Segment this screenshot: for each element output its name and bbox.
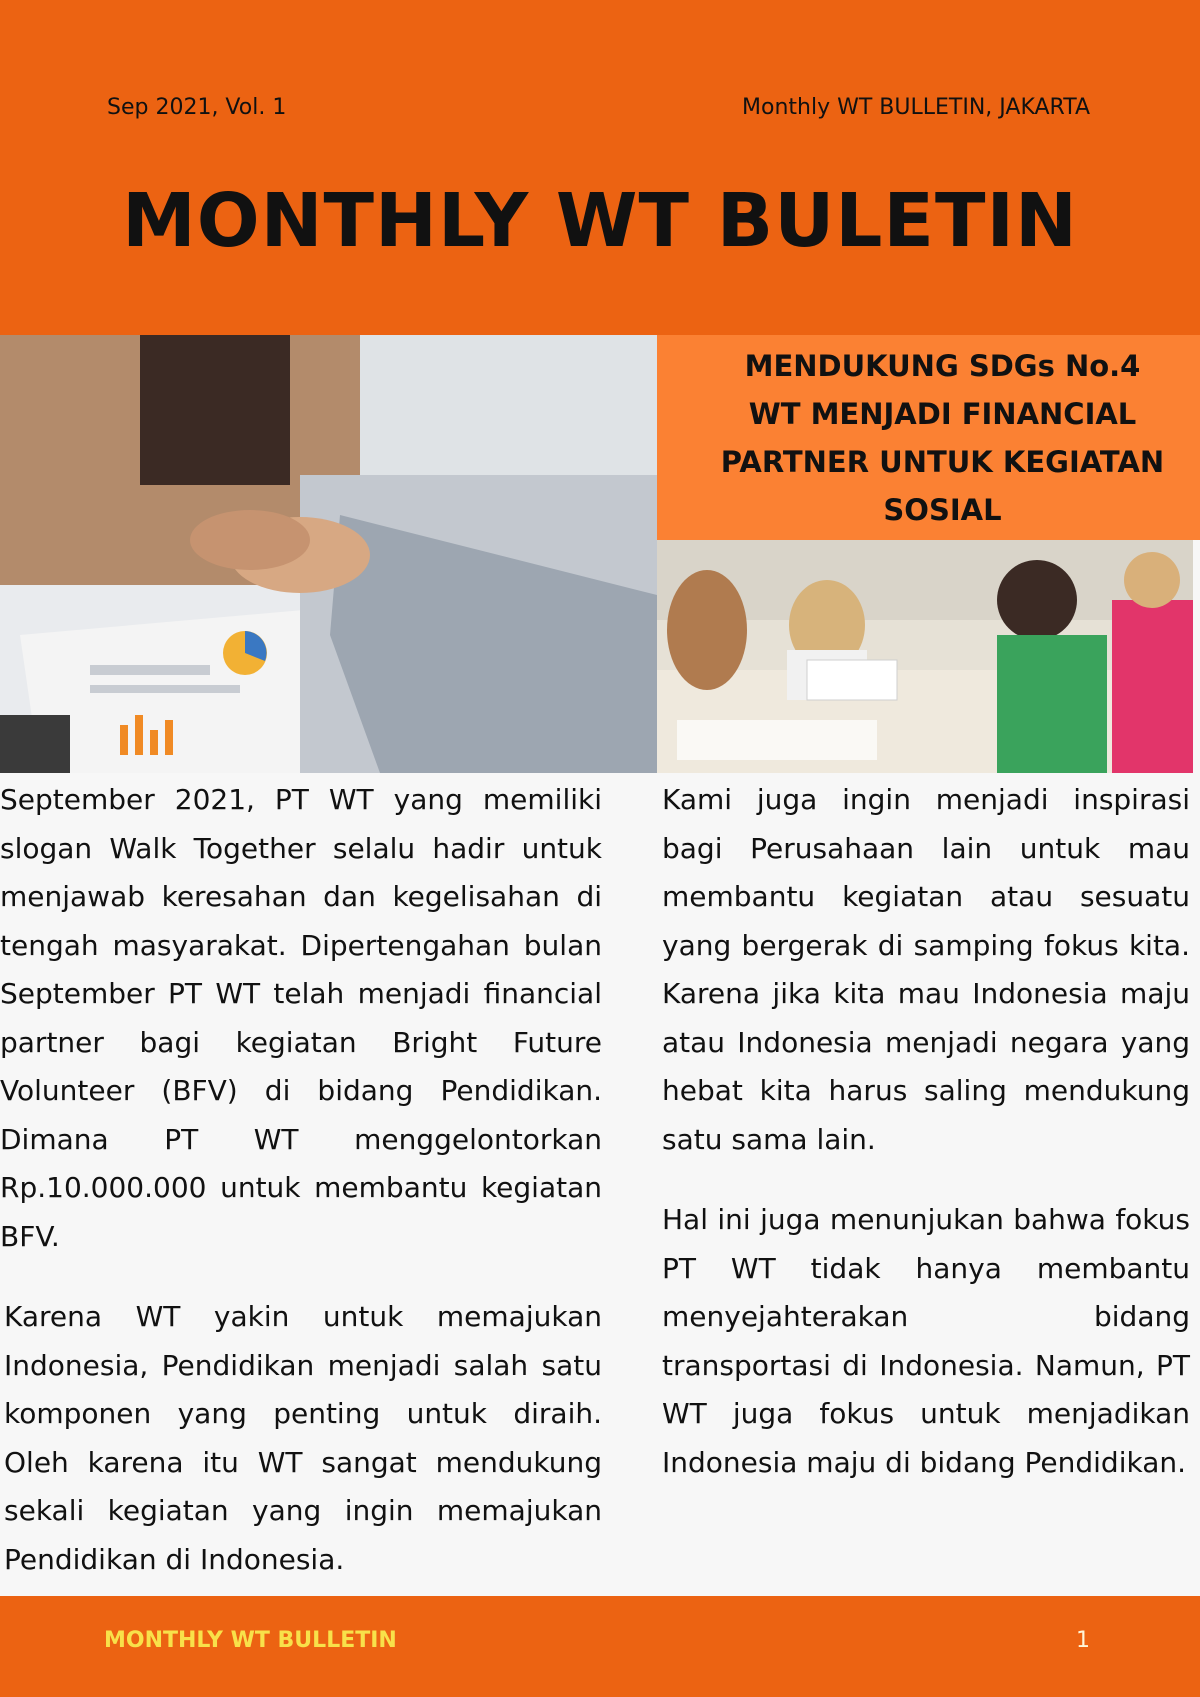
article-headline <box>693 342 1164 534</box>
classroom-photo <box>657 540 1193 773</box>
headline-line-1: MENDUKUNG SDGs No.4 <box>744 348 1141 383</box>
headline-box <box>657 335 1200 540</box>
headline-line-4: SOSIAL <box>883 492 1002 527</box>
headline-line-3: PARTNER UNTUK KEGIATAN <box>720 444 1165 479</box>
masthead-title: MONTHLY WT BULETIN <box>122 178 1078 264</box>
article-paragraph: Kami juga ingin menjadi inspirasi bagi Perusahaan lain untuk mau membantu kegiatan atau sesuatu yang bergerak di samping fokus kita. Karena jika kita mau Indonesia maju atau Indonesia menjadi negara yang hebat kita harus saling mendukung satu sama lain. <box>662 783 1190 1156</box>
handshake-photo <box>0 335 657 773</box>
classroom-photo-illustration <box>657 540 1193 773</box>
footer-band <box>0 1596 1200 1697</box>
article-column-right <box>662 776 1190 1487</box>
article-paragraph: Karena WT yakin untuk memajukan Indonesia, Pendidikan menjadi salah satu komponen yang penting untuk diraih. Oleh karena itu WT sangat mendukung sekali kegiatan yang ingin memajukan Pendidikan di Indonesia. <box>4 1300 602 1576</box>
article-paragraph: Hal ini juga menunjukan bahwa fokus PT WT tidak hanya membantu menyejahterakan bidang transportasi di Indonesia. Namun, PT WT juga fokus untuk menjadikan Indonesia maju di bidang Pendidikan. <box>662 1203 1190 1479</box>
issue-date: Sep 2021, Vol. 1 <box>107 95 287 120</box>
header-band <box>0 0 1200 335</box>
page-number: 1 <box>1076 1628 1090 1653</box>
footer-title: MONTHLY WT BULLETIN <box>104 1628 397 1653</box>
article-column-left <box>0 776 602 1584</box>
article-paragraph: September 2021, PT WT yang memiliki slogan Walk Together selalu hadir untuk menjawab keresahan dan kegelisahan di tengah masyarakat. Dipertengahan bulan September PT WT telah menjadi financial partner bagi kegiatan Bright Future Volunteer (BFV) di bidang Pendidikan. Dimana PT WT menggelontorkan Rp.10.000.000 untuk membantu kegiatan BFV. <box>0 783 602 1253</box>
headline-line-2: WT MENJADI FINANCIAL <box>748 396 1137 431</box>
publication-location: Monthly WT BULLETIN, JAKARTA <box>742 95 1090 120</box>
handshake-photo-illustration <box>0 335 657 773</box>
